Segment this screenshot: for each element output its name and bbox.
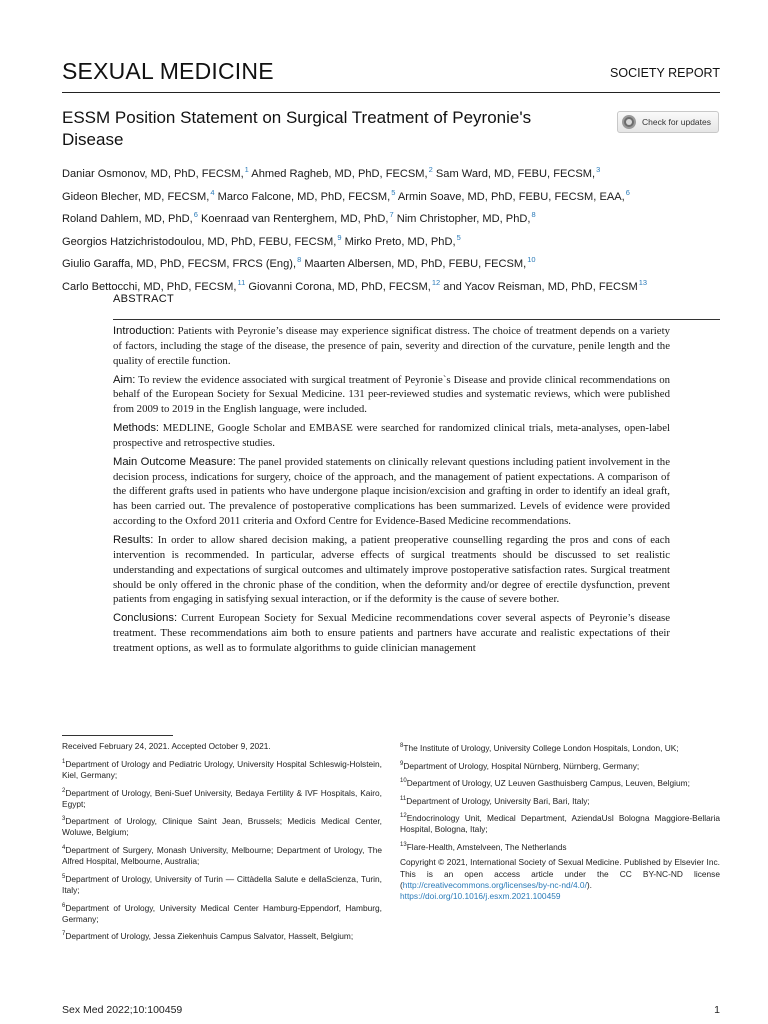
abstract-section-text: Current European Society for Sexual Medicine recommendations cover several aspects of Peyronie’s disease treatment. These recommendations aim both to ensure patients and partners have accurate and realistic expectations of their treatment options, as well as to formulate algorithms to guide clinician management — [113, 612, 670, 654]
footnote-number: 1 — [62, 758, 66, 765]
abstract-section-label: Aim: — [113, 373, 136, 386]
abstract-section — [113, 455, 670, 529]
affiliation-link[interactable]: 8 — [531, 210, 536, 220]
affiliation-link[interactable]: 11 — [237, 277, 246, 287]
affiliation-link[interactable]: 10 — [527, 255, 536, 265]
affiliation-link[interactable]: 5 — [456, 232, 461, 242]
section-label: SOCIETY REPORT — [610, 66, 720, 80]
footnote-text: Department of Urology, Jessa Ziekenhuis Campus Salvator, Hasselt, Belgium; — [65, 931, 354, 942]
footnote-number: 10 — [400, 778, 407, 785]
affiliation-link[interactable]: 13 — [638, 277, 648, 287]
footnote-number: 7 — [62, 931, 66, 938]
footnote-number: 5 — [62, 873, 66, 880]
copyright-note — [400, 857, 720, 902]
footnote-text: Department of Urology, Clinique Saint Jean, Brussels; Medicis Medical Center, Woluwe, Belgium; — [62, 816, 382, 838]
author-list — [62, 161, 722, 297]
abstract-section-label: Results: — [113, 533, 154, 546]
affiliation-link[interactable]: 4 — [210, 187, 215, 197]
abstract-section-label: Conclusions: — [113, 612, 178, 625]
abstract-heading: ABSTRACT — [113, 293, 175, 305]
affiliation-link[interactable]: 12 — [431, 277, 441, 287]
affiliation-link[interactable]: 3 — [596, 165, 601, 174]
footnote-text: Department of Urology and Pediatric Urology, University Hospital Schleswig-Holstein, Kiel, Germany; — [62, 758, 382, 780]
footnote-number: 9 — [400, 760, 404, 767]
author-name: Nim Christopher, MD, PhD, — [393, 213, 531, 226]
author-name: Marco Falcone, MD, PhD, FECSM, — [214, 190, 391, 203]
check-updates-label: Check for updates — [642, 117, 711, 127]
affiliation-footnote — [400, 840, 720, 853]
abstract-body — [113, 324, 670, 660]
affiliation-footnote — [400, 811, 720, 835]
affiliation-link[interactable]: 9 — [337, 232, 342, 242]
author-name: Carlo Bettocchi, MD, PhD, FECSM, — [62, 280, 237, 293]
footer-citation: Sex Med 2022;10:100459 — [62, 1004, 183, 1016]
footnote-text: Flare-Health, Amstelveen, The Netherlands — [406, 841, 567, 852]
header-rule — [62, 92, 720, 93]
footnote-number: 3 — [62, 816, 66, 823]
license-link[interactable]: http://creativecommons.org/licenses/by-nc-nd/4.0/ — [402, 879, 587, 890]
affiliation-footnote — [62, 786, 382, 810]
author-name: Ahmed Ragheb, MD, PhD, FECSM, — [248, 168, 428, 180]
author-name: Sam Ward, MD, FEBU, FECSM, — [432, 168, 596, 180]
abstract-section-label: Main Outcome Measure: — [113, 455, 236, 468]
footnote-number: 13 — [400, 841, 407, 848]
footnote-number: 6 — [62, 902, 66, 909]
footnote-number: 4 — [62, 845, 66, 852]
footnote-text: Department of Urology, University Medical Center Hamburg-Eppendorf, Hamburg, Germany; — [62, 902, 382, 924]
author-name: Roland Dahlem, MD, PhD, — [62, 213, 193, 226]
footnote-number: 12 — [400, 813, 407, 820]
author-line — [62, 161, 722, 184]
footnote-text: Department of Urology, Beni-Suef University, Bedaya Fertility & IVF Hospitals, Kairo, Egypt; — [62, 787, 382, 809]
abstract-section-label: Methods: — [113, 422, 160, 435]
author-line — [62, 229, 722, 252]
affiliation-link[interactable]: 7 — [389, 210, 394, 220]
copyright-text: Copyright © 2021, International Society of Sexual Medicine. Published by Elsevier Inc. This is an open access article under the CC BY-NC-ND license ( — [400, 857, 720, 890]
abstract-section — [113, 533, 670, 607]
footnote-number: 11 — [400, 795, 407, 802]
affiliation-footnote — [62, 843, 382, 867]
author-name: Giovanni Corona, MD, PhD, FECSM, — [245, 280, 431, 293]
author-line — [62, 206, 722, 229]
affiliation-footnote — [62, 929, 382, 942]
footnote-text: The Institute of Urology, University College London Hospitals, London, UK; — [403, 742, 679, 753]
affiliation-link[interactable]: 2 — [428, 165, 433, 174]
affiliation-link[interactable]: 1 — [244, 165, 249, 174]
author-name: Mirko Preto, MD, PhD, — [341, 235, 456, 248]
doi-link[interactable]: https://doi.org/10.1016/j.esxm.2021.100459 — [400, 891, 561, 902]
footnotes-left — [62, 741, 382, 947]
abstract-section — [113, 611, 670, 656]
footnote-text: Department of Urology, UZ Leuven Gasthuisberg Campus, Leuven, Belgium; — [406, 777, 690, 788]
footnotes-right — [400, 741, 720, 907]
affiliation-link[interactable]: 6 — [193, 210, 198, 220]
author-name: Koenraad van Renterghem, MD, PhD, — [197, 213, 389, 226]
abstract-rule — [113, 319, 720, 320]
affiliation-footnote — [400, 759, 720, 772]
affiliation-footnote — [62, 872, 382, 896]
author-name: Gideon Blecher, MD, FECSM, — [62, 190, 210, 203]
license-close: ). — [586, 879, 592, 890]
footnote-text: Department of Urology, Hospital Nürnberg, Nürnberg, Germany; — [403, 760, 640, 771]
author-name: Maarten Albersen, MD, PhD, FEBU, FECSM, — [301, 258, 527, 271]
affiliation-footnote — [400, 776, 720, 789]
author-name: Giulio Garaffa, MD, PhD, FECSM, FRCS (Eng), — [62, 258, 297, 271]
footnote-text: Department of Urology, University Bari, Bari, Italy; — [406, 795, 590, 806]
affiliation-link[interactable]: 5 — [391, 187, 396, 197]
author-line — [62, 184, 722, 207]
author-name: Georgios Hatzichristodoulou, MD, PhD, FEBU, FECSM, — [62, 235, 337, 248]
abstract-section-text: Patients with Peyronie’s disease may experience significat distress. The choice of treatment depends on a variety of factors, including the stage of the disease, the presence of pain, severity and direction of the curvature, penile length and the quality of erectile function. — [113, 325, 670, 367]
abstract-section — [113, 324, 670, 369]
journal-title: SEXUAL MEDICINE — [62, 58, 274, 84]
footnote-text: Department of Urology, University of Turin — Cittàdella Salute e dellaScienza, Turin, Italy; — [62, 873, 382, 895]
abstract-section-text: In order to allow shared decision making, a patient preoperative counselling regarding the pros and cons of each intervention is recommended. In particular, adverse effects of surgical treatments should be discussed to set realistic understanding and expectations of surgical outcomes and ultimately improve postoperative satisfaction rates. Surgical treatment should be only offered in the chronic phase of the condition, when the deformity and/or degree of erectile dysfunction, prevent patients from engaging in satisfying sexual interaction, or if the deformity is the cause of severe bother. — [113, 533, 670, 606]
received-note: Received February 24, 2021. Accepted October 9, 2021. — [62, 741, 271, 751]
abstract-section-text: To review the evidence associated with surgical treatment of Peyronie`s Disease and provide clinical recommendations on behalf of the European Society for Sexual Medicine. 131 peer-reviewed studies and systematic reviews, which were published from 2009 to 2019 in the English language, were included. — [113, 373, 670, 416]
affiliation-footnote — [400, 741, 720, 754]
affiliation-link[interactable]: 8 — [297, 255, 302, 265]
affiliation-footnote — [62, 814, 382, 838]
abstract-section-label: Introduction: — [113, 325, 175, 337]
affiliation-footnote — [400, 794, 720, 807]
check-updates-icon — [622, 115, 636, 129]
footnote-text: Endocrinology Unit, Medical Department, AziendaUsl Bologna Maggiore-Bellaria Hospital, Bologna, Italy; — [400, 812, 720, 835]
author-line — [62, 251, 722, 274]
article-title: ESSM Position Statement on Surgical Treatment of Peyronie's Disease — [62, 108, 532, 149]
author-name: and Yacov Reisman, MD, PhD, FECSM — [440, 280, 638, 293]
check-for-updates-button[interactable] — [617, 111, 719, 133]
affiliation-footnote — [62, 757, 382, 781]
footnote-number: 8 — [400, 743, 404, 749]
page-number: 1 — [714, 1004, 720, 1016]
footnote-text: Department of Surgery, Monash University, Melbourne; Department of Urology, The Alfred Hospital, Melbourne, Australia; — [62, 844, 382, 867]
abstract-section-text: MEDLINE, Google Scholar and EMBASE were searched for randomized clinical trials, meta-analyses, open-label prospective and retrospective studies. — [113, 422, 670, 449]
abstract-section — [113, 373, 670, 418]
abstract-section — [113, 421, 670, 451]
affiliation-footnote — [62, 901, 382, 925]
footnote-rule — [62, 735, 173, 736]
affiliation-link[interactable]: 6 — [625, 187, 630, 197]
footnote-number: 2 — [62, 787, 66, 794]
abstract-section-text: The panel provided statements on clinically relevant questions including patient involvement in the decision process, indications for surgery, choice of the approach, and the management of patient expectations. A comparison of the different grafts used in patients who have undergone plaque incision/excision and grafting in order to identify an ideal graft, has been carried out. The prevalence of postoperative complications has been summarized. Levels of evidence were provided according to the Oxford 2011 criteria and Oxford Centre for Evidence-Based Medicine recommendations. — [113, 455, 670, 528]
author-name: Armin Soave, MD, PhD, FEBU, FECSM, EAA, — [395, 190, 625, 203]
author-name: Daniar Osmonov, MD, PhD, FECSM, — [62, 168, 244, 180]
